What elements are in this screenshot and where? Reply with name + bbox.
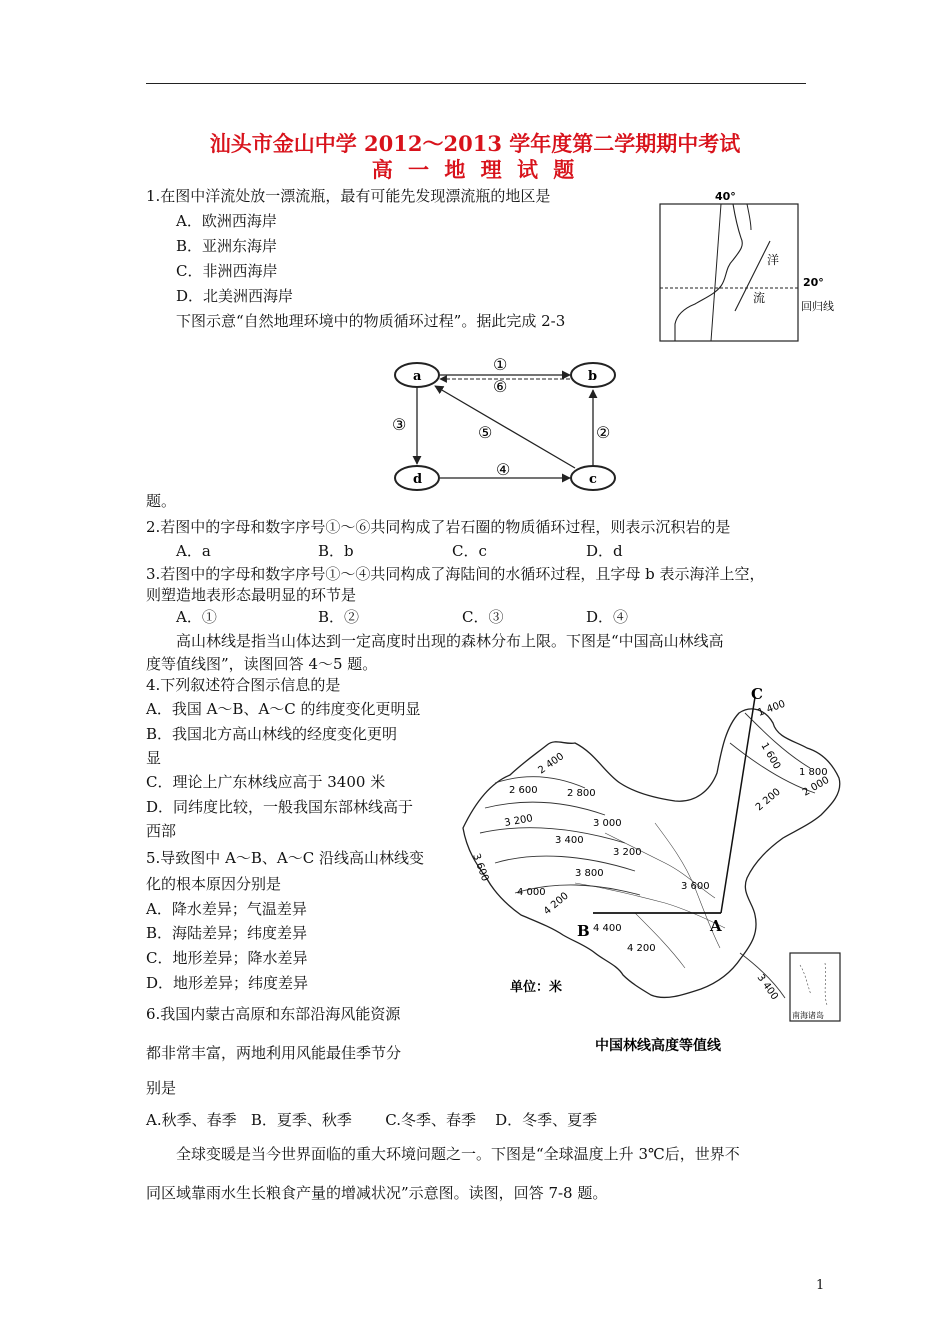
q5-option-b: B．海陆差异；纬度差异 (146, 924, 308, 942)
point-c: C (751, 685, 763, 703)
node-b-label: b (588, 369, 598, 384)
contour-label-4: 2 200 (753, 786, 783, 814)
china-outline (463, 709, 840, 998)
map-caption: 中国林线高度等值线 (595, 1038, 721, 1054)
cycle-figure (380, 350, 630, 500)
q3-option-b: B．② (318, 608, 360, 626)
arrow-1-label: ① (493, 355, 508, 374)
q5-option-c: C．地形差异；降水差异 (146, 949, 308, 967)
contour-label-0: 1 400 (756, 698, 787, 719)
china-treeline-map (455, 683, 850, 1058)
contour-label-11: 3 400 (555, 835, 584, 846)
arrow-5-label: ⑤ (478, 423, 493, 442)
intro-7-8-line2: 同区域靠雨水生长粮食产量的增减状况”示意图。读图，回答 7-8 题。 (146, 1184, 608, 1202)
q2-stem: 2.若图中的字母和数字序号①～⑥共同构成了岩石圈的物质循环过程，则表示沉积岩的是 (146, 518, 731, 536)
contour-label-8: 3 000 (593, 818, 622, 829)
current-label-1: 洋 (767, 253, 780, 267)
page-number: 1 (816, 1278, 825, 1293)
contour-label-5: 2 400 (536, 751, 567, 777)
contour-label-10: 3 200 (613, 847, 642, 858)
contour-label-3: 2 000 (801, 774, 832, 799)
q1-option-c: C．非洲西海岸 (176, 262, 278, 280)
q2-option-d: D．d (586, 542, 623, 560)
q6-options: A.秋季、春季 B．夏季、秋季 C.冬季、春季 D．冬季、夏季 (146, 1111, 598, 1129)
inset-label: 南海诸岛 (792, 1011, 824, 1020)
q4-option-b-cont: 显 (146, 749, 162, 767)
line-a-c (721, 697, 755, 913)
lat-label: 20° (803, 276, 824, 289)
q5-stem-1: 5.导致图中 A～B、A～C 沿线高山林线变 (146, 849, 425, 867)
q4-option-b: B．我国北方高山林线的经度变化更明 (146, 725, 398, 743)
contour-label-14: 4 000 (517, 887, 546, 898)
q2-option-b: B．b (318, 542, 354, 560)
q2-option-c: C．c (452, 542, 487, 560)
arrow-2-label: ② (596, 423, 611, 442)
contour-label-17: 4 200 (627, 943, 656, 954)
q1-option-b: B．亚洲东海岸 (176, 237, 278, 255)
intro-2-3-line2: 题。 (146, 492, 177, 510)
q2-option-a: A．a (176, 542, 211, 560)
q5-option-d: D．地形差异；纬度差异 (146, 974, 309, 992)
q3-stem2: 则塑造地表形态最明显的环节是 (146, 586, 357, 604)
point-a: A (710, 917, 722, 935)
point-b: B (577, 922, 590, 940)
contour-label-15: 4 200 (541, 890, 571, 918)
q5-option-a: A．降水差异；气温差异 (146, 900, 307, 918)
exam-subtitle: 高 一 地 理 试 题 (371, 157, 579, 182)
contour-label-18: 3 400 (754, 972, 780, 1003)
lon-label: 40° (715, 190, 736, 203)
q3-option-c: C．③ (462, 608, 504, 626)
contour-label-16: 4 400 (593, 923, 622, 934)
q5-stem-2: 化的根本原因分别是 (146, 875, 282, 893)
arrow-6-label: ⑥ (493, 377, 508, 396)
contour-label-1: 1 600 (758, 741, 783, 772)
q6-stem-1: 6.我国内蒙古高原和东部沿海风能资源 (146, 1005, 401, 1023)
q3-option-a: A．① (176, 608, 217, 626)
q4-option-a: A．我国 A～B、A～C 的纬度变化更明显 (146, 700, 421, 718)
contour-label-12: 3 600 (470, 852, 491, 883)
q1-option-a: A．欧洲西海岸 (176, 212, 277, 230)
contour-label-13: 3 800 (575, 868, 604, 879)
exam-title: 汕头市金山中学 2012～2013 学年度第二学期期中考试 (209, 131, 741, 156)
q3-option-d: D．④ (586, 608, 629, 626)
contour-label-6: 2 600 (509, 785, 538, 796)
intro-7-8-line1: 全球变暖是当今世界面临的重大环境问题之一。下图是“全球温度上升 3℃后，世界不 (176, 1145, 740, 1163)
node-a-label: a (413, 369, 422, 384)
q3-stem: 3.若图中的字母和数字序号①～④共同构成了海陆间的水循环过程，且字母 b 表示海洋上空， (146, 565, 765, 583)
contour-label-2: 1 800 (799, 767, 828, 778)
q4-stem: 4.下列叙述符合图示信息的是 (146, 676, 341, 694)
q6-stem-2: 都非常丰富，两地利用风能最佳季节分 (146, 1044, 402, 1062)
contour-label-9: 3 200 (503, 813, 534, 829)
tropic-label: 回归线 (801, 300, 834, 313)
contour-label-19: 3 600 (681, 881, 710, 892)
q4-option-c: C．理论上广东林线应高于 3400 米 (146, 773, 386, 791)
intro-4-5-line1: 高山林线是指当山体达到一定高度时出现的森林分布上限。下图是“中国高山林线高 (176, 632, 724, 650)
q1-stem: 1.在图中洋流处放一漂流瓶，最有可能先发现漂流瓶的地区是 (146, 187, 551, 205)
node-d-label: d (413, 472, 423, 487)
intro-4-5-line2: 度等值线图”，读图回答 4～5 题。 (146, 655, 378, 673)
q4-option-d-cont: 西部 (146, 822, 177, 840)
current-label-2: 流 (753, 291, 766, 305)
node-c-label: c (589, 472, 597, 487)
unit-label: 单位：米 (510, 980, 563, 995)
contour-label-7: 2 800 (567, 788, 596, 799)
header-rule (146, 83, 806, 84)
arrow-4-label: ④ (496, 460, 511, 479)
intro-2-3-line1: 下图示意“自然地理环境中的物质循环过程”。据此完成 2-3 (176, 312, 566, 330)
q1-option-d: D．北美洲西海岸 (176, 287, 294, 305)
ocean-current-figure (655, 186, 845, 346)
arrow-3-label: ③ (392, 415, 407, 434)
q4-option-d: D．同纬度比较，一般我国东部林线高于 (146, 798, 414, 816)
q6-stem-3: 别是 (146, 1079, 177, 1097)
